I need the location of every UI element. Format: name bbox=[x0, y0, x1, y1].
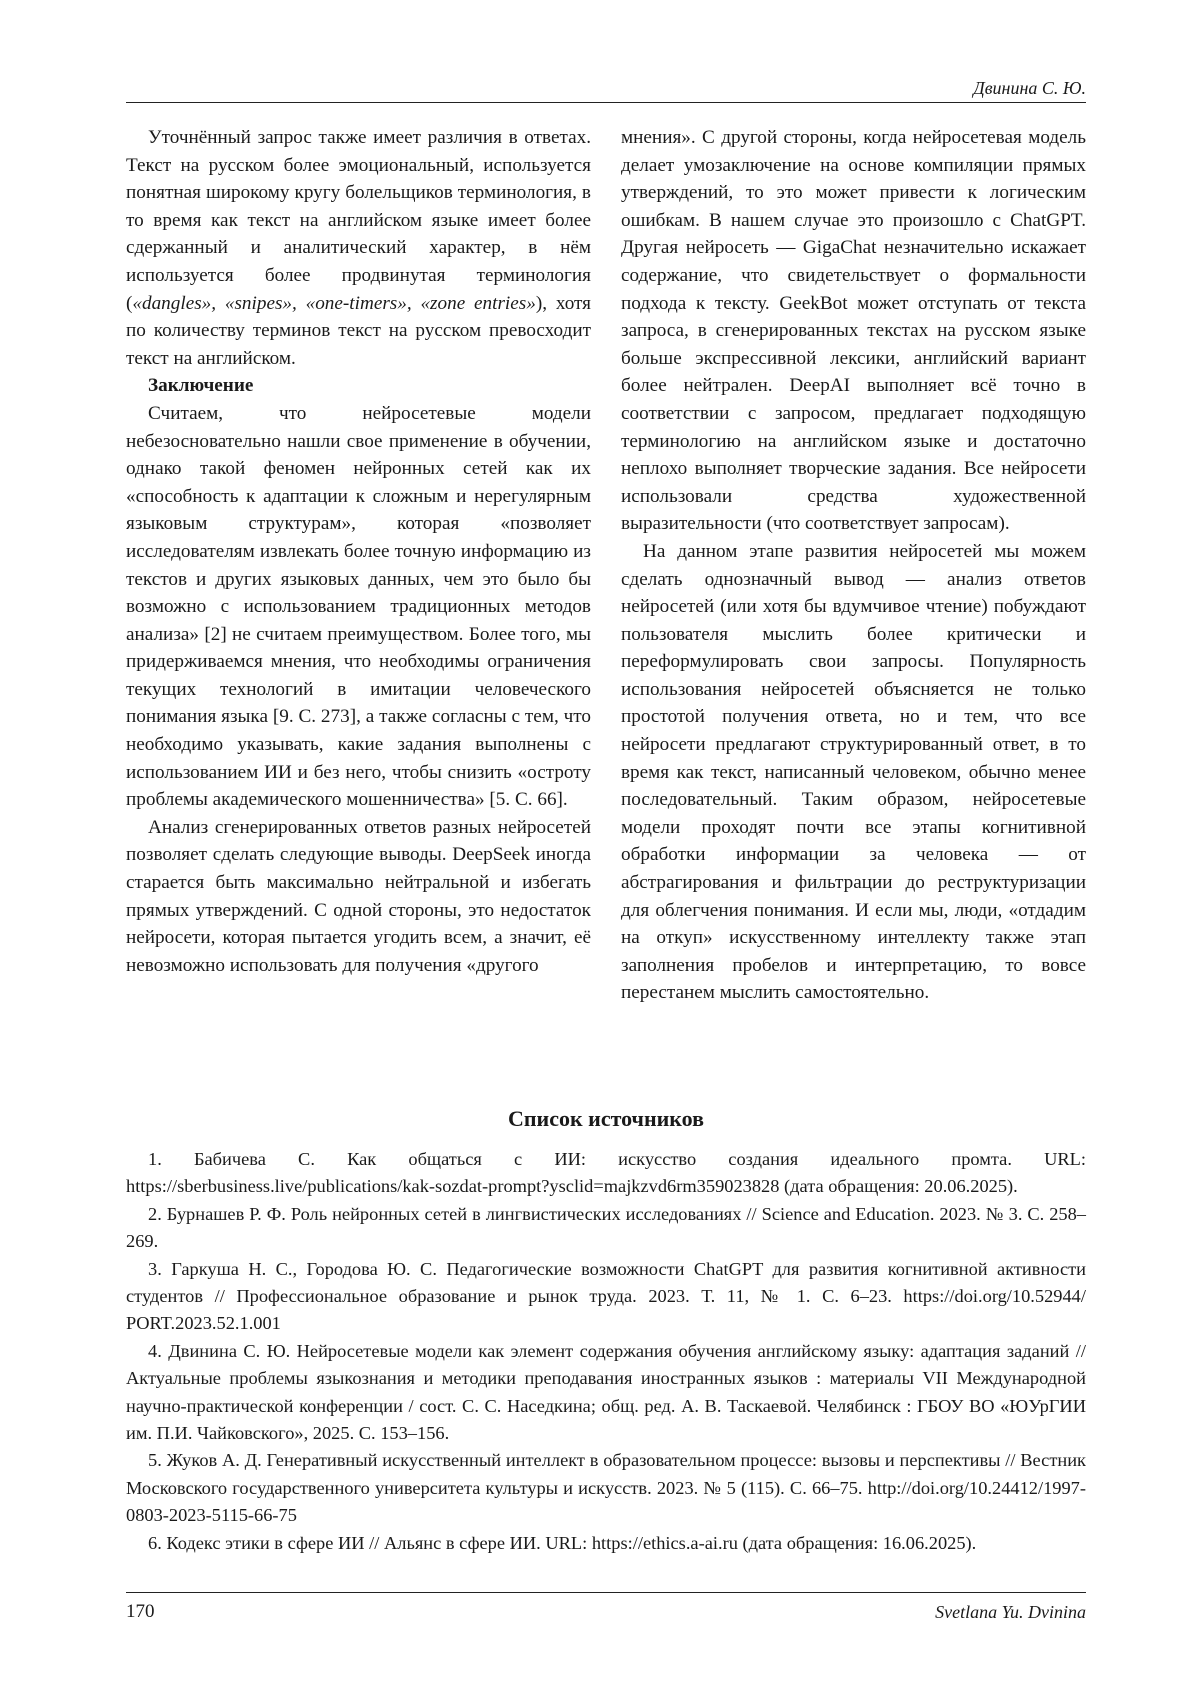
page-number: 170 bbox=[126, 1601, 155, 1622]
reference-item: 4. Двинина С. Ю. Нейросетевые модели как элемент содержания обучения английскому языку: адаптация заданий // Актуальные проблемы языкознания и методики преподавания иностранных языков : материалы VII Международной научно-практической конференции / сост. С. С. Наседкина; общ. ред. А. В. Таскаевой. Челябинск : ГБОУ ВО «ЮУрГИИ им. П.И. Чайковского», 2025. С. 153–156. bbox=[126, 1340, 1086, 1444]
paragraph bbox=[126, 124, 591, 372]
section-heading: Заключение bbox=[148, 375, 254, 397]
paragraph: Считаем, что нейросетевые модели небезосновательно нашли свое применение в обучении, однако такой феномен нейронных сетей как их «способность к адаптации к сложным и нерегулярным языковым структурам», которая «позволяет исследователям извлекать более точную информацию из текстов и других языковых данных, чем это было бы возможно с использованием традиционных методов анализа» [2] не считаем преимуществом. Более того, мы придерживаемся мнения, что необходимы ограничения текущих технологий в имитации человеческого понимания языка [9. С. 273], а также согласны с тем, что необходимо указывать, какие задания выполнены с использованием ИИ и без него, чтобы снизить «остроту проблемы академического мошенничества» [5. С. 66]. bbox=[126, 402, 591, 811]
footer-rule bbox=[126, 1592, 1086, 1593]
reference-item: 1. Бабичева С. Как общаться с ИИ: искусство создания идеального промта. URL: https://sberbusiness.live/publications/kak-sozdat-prompt?ysclid=majkzvd6rm359023828 (дата обращения: 20.06.2025). bbox=[126, 1149, 1086, 1197]
left-column bbox=[126, 124, 591, 1084]
references-list bbox=[126, 1146, 1086, 1557]
right-column bbox=[621, 124, 1086, 1084]
reference-item: 3. Гаркуша Н. С., Городова Ю. С. Педагогические возможности ChatGPT для развития когнитивной активности студентов // Профессиональное образование и рынок труда. 2023. Т. 11, № 1. С. 6–23. https://doi.org/10.52944/ PORT.2023.52.1.001 bbox=[126, 1258, 1086, 1334]
header-rule bbox=[126, 102, 1086, 103]
paragraph: На данном этапе развития нейросетей мы можем сделать однозначный вывод — анализ ответов нейросетей (или хотя бы вдумчивое чтение) побуждают пользователя мыслить более критически и переформулировать свои запросы. Популярность использования нейросетей объясняется не только простотой получения ответа, но и тем, что все нейросети предлагают структурированный ответ, в то время как текст, написанный человеком, обычно менее последовательный. Таким образом, нейросетевые модели проходят почти все этапы когнитивной обработки информации за человека — от абстрагирования и фильтрации до реструктуризации для облегчения понимания. И если мы, люди, «отдадим на откуп» искусственному интеллекту также этап заполнения пробелов и интерпретацию, то вовсе перестанем мыслить самостоятельно. bbox=[621, 540, 1086, 1004]
running-head-author: Двинина С. Ю. bbox=[973, 78, 1086, 98]
reference-item: 6. Кодекс этики в сфере ИИ // Альянс в сфере ИИ. URL: https://ethics.a-ai.ru (дата обращения: 16.06.2025). bbox=[148, 1532, 977, 1553]
paragraph: Анализ сгенерированных ответов разных нейросетей позволяет сделать следующие выводы. DeepSeek иногда старается быть максимально нейтральной и избегать прямых утверждений. С одной стороны, это недостаток нейросети, которая пытается угодить всем, а значит, её невозможно использовать для получения «другого bbox=[126, 816, 591, 976]
references-title: Список источников bbox=[507, 1106, 705, 1131]
paragraph: мнения». С другой стороны, когда нейросетевая модель делает умозаключение на основе компиляции прямых утверждений, то это может привести к логическим ошибкам. В нашем случае это произошло с ChatGPT. Другая нейросеть — GigaChat незначительно искажает содержание, что свидетельствует о формальности подхода к тексту. GeekBot может отступать от текста запроса, в сгенерированных текстах на русском языке больше экспрессивной лексики, английский вариант более нейтрален. DeepAI выполняет всё точно в соответствии с запросом, предлагает подходящую терминологию на английском языке и достаточно неплохо выполняет творческие задания. Все нейросети использовали средства художественной выразительности (что соответствует запросам). bbox=[621, 127, 1086, 535]
reference-item: 2. Бурнашев Р. Ф. Роль нейронных сетей в лингвистических исследованиях // Science and Education. 2023. № 3. С. 258–269. bbox=[126, 1203, 1086, 1252]
two-column-body bbox=[126, 124, 1086, 1084]
paragraph-text: ), хотя по количеству терминов текст на русском превосходит текст на английском. bbox=[126, 292, 591, 369]
footer-author: Svetlana Yu. Dvinina bbox=[935, 1602, 1086, 1622]
paragraph-text: Уточнённый запрос также имеет различия в ответах. Текст на русском более эмоциональный, используется понятная широкому кругу болельщиков терминология, в то время как текст на английском языке имеет более сдержанный и аналитический характер, в нём используется более продвинутая терминология ( bbox=[126, 127, 591, 314]
reference-item: 5. Жуков А. Д. Генеративный искусственный интеллект в образовательном процессе: вызовы и перспективы // Вестник Московского государственного университета культуры и искусств. 2023. № 5 (115). С. 66–75. http://doi.org/10.24412/1997-0803-2023-5115-66-75 bbox=[126, 1450, 1086, 1526]
italic-terms: «dangles», «snipes», «one-timers», «zone entries» bbox=[132, 292, 536, 314]
